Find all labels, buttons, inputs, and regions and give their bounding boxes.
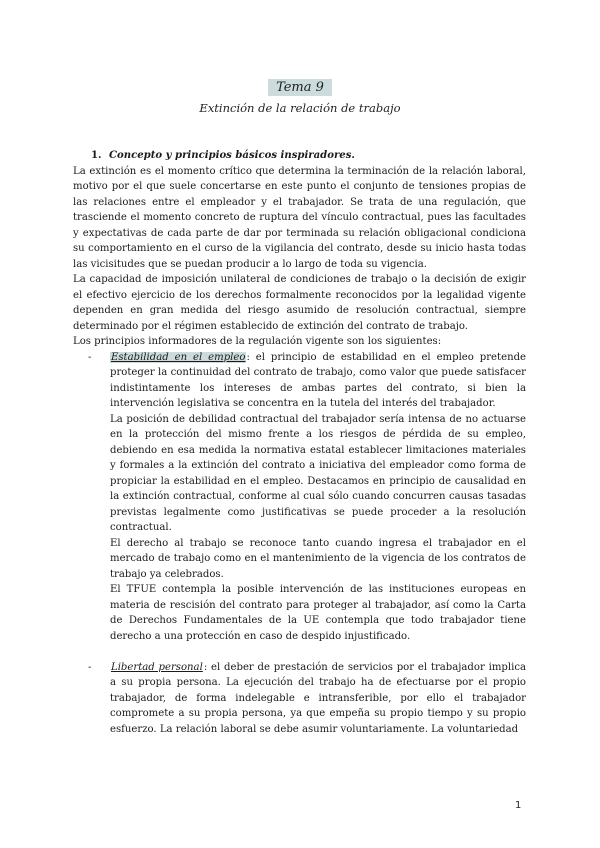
bullet-dash: -: [88, 351, 92, 363]
bullet-text: : el principio de estabilidad en el empleo pretende proteger la continuidad del contrato de trabajo, como valor que puede satisfacer indistintamente los intereses de ambas partes del contrato, si bien la intervención legislativa se concentra en la tutela del interés del trabajador.: [110, 351, 526, 409]
bullet-paragraph: [110, 350, 526, 412]
tema-label: Tema 9: [268, 79, 332, 96]
paragraph: La extinción es el momento crítico que determina la terminación de la relación laboral, motivo por el que suele concertarse en este punto el conjunto de tensiones propias de las relaciones entre el empleador y el trabajador. Se trata de una regulación, que trasciende el momento concreto de ruptura del vínculo contractual, pues las facultades y expectativas de cada parte de dar por terminada su relación obligacional condiciona su comportamiento en el curso de la vigilancia del contrato, desde su inicio hasta todas las vicisitudes que se puedan producir a lo largo de toda su vigencia.: [73, 165, 526, 270]
bullet-paragraph: [110, 660, 526, 738]
bullet-item-estabilidad: [73, 350, 526, 645]
bullet-dash: -: [88, 661, 92, 673]
paragraph: Los principios informadores de la regulación vigente son los siguientes:: [73, 336, 442, 347]
bullet-paragraph: El TFUE contempla la posible intervención de las instituciones europeas en materia de rescisión del contrato para proteger al trabajador, así como la Carta de Derechos Fundamentales de la UE contempla que todo trabajador tiene derecho a una protección en caso de despido injustificado.: [110, 584, 526, 642]
bullet-paragraph: La posición de debilidad contractual del trabajador sería intensa de no actuarse en la protección del mismo frente a los riesgos de pérdida de su empleo, debiendo en esa medida la normativa estatal establecer limitaciones materiales y formales a la extinción del contrato a iniciativa del empleador como forma de propiciar la estabilidad en el empleo. Destacamos en principio de causalidad en la extinción contractual, conforme al cual sólo cuando concurren causas tasadas previstas legalmente como justificativas se puede proceder a la resolución contractual.: [110, 413, 526, 533]
bullet-paragraph: El derecho al trabajo se reconoce tanto cuando ingresa el trabajador en el mercado de trabajo como en el mantenimiento de la vigencia de los contratos de trabajo ya celebrados.: [110, 537, 526, 580]
underlined-term: Libertad personal: [111, 661, 203, 673]
tema-header: [0, 76, 600, 96]
paragraph: La capacidad de imposición unilateral de condiciones de trabajo o la decisión de exigir el efectivo ejercicio de los derechos formalmente reconocidos por la legalidad vigente dependen en gran medida del riesgo asumido de resolución contractual, siempre determinado por el régimen establecido de extinción del contrato de trabajo.: [73, 274, 526, 332]
section-title: Concepto y principios básicos inspiradores.: [109, 150, 355, 161]
highlighted-term: Estabilidad en el empleo: [111, 351, 246, 363]
document-body: [73, 148, 526, 737]
spacer: [73, 644, 526, 660]
document-subtitle: Extinción de la relación de trabajo: [199, 101, 401, 115]
section-heading: [73, 148, 526, 164]
section-number: 1.: [91, 150, 102, 161]
page-number: 1: [515, 800, 522, 811]
bullet-item-libertad: [73, 660, 526, 738]
bullet-text: : el deber de prestación de servicios por el trabajador implica a su propia persona. La ejecución del trabajo ha de efectuarse por el propio trabajador, de forma indelegable e intransferible, por ello el trabajador compromete a su propia persona, ya que empeña su propio tiempo y su propio esfuerzo. La relación laboral se debe asumir voluntariamente. La voluntariedad: [110, 661, 526, 735]
